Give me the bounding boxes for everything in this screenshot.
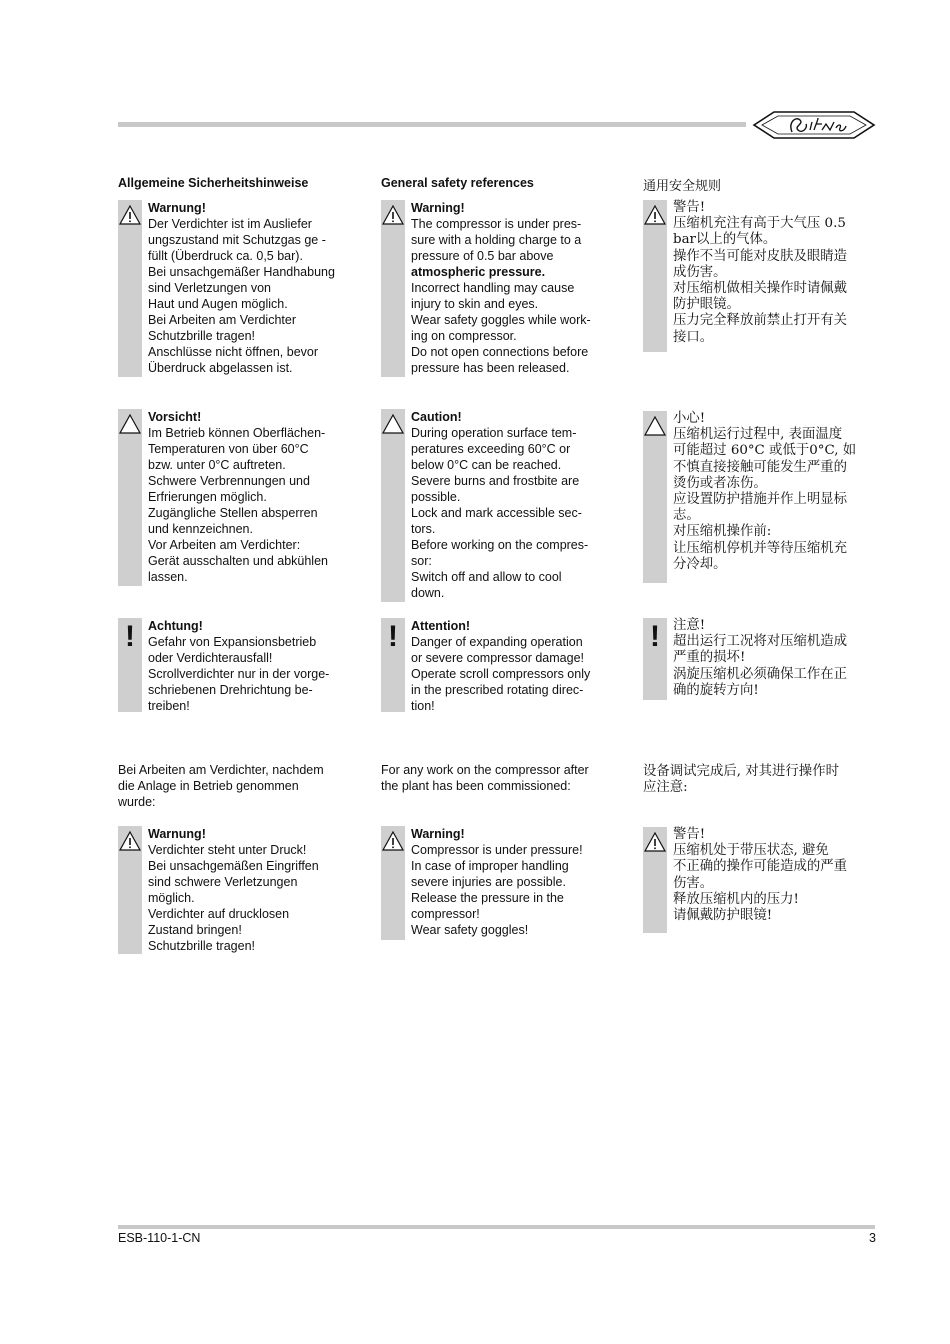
caution-triangle-icon bbox=[118, 413, 142, 435]
attention-block-cn bbox=[643, 618, 883, 700]
column-heading-de: Allgemeine Sicherheitshinweise bbox=[118, 176, 309, 190]
commissioning-note-en: For any work on the compressor after the plant has been commissioned: bbox=[381, 763, 589, 793]
hazard-bar bbox=[118, 409, 142, 586]
caution-text-cn: 小心! 压缩机运行过程中, 表面温度 可能超过 60°C 或低于0°C, 如 不慎直接接触可能发生严重的 烫伤或者冻伤。 应设置防护措施并作上明显标 志。 对压缩机操作前: 让压缩机停机并等待压缩机充 分冷却。 bbox=[673, 411, 857, 572]
footer-rule bbox=[118, 1225, 875, 1229]
caution-triangle-icon bbox=[643, 415, 667, 437]
caution-block-de bbox=[118, 409, 358, 586]
warning-triangle-icon bbox=[643, 831, 667, 853]
warning-text-2-en: Warning! Compressor is under pressure! In case of improper handling severe injuries are possible. Release the pressure in the compressor! Wear safety goggles! bbox=[411, 827, 583, 937]
exclamation-icon: ! bbox=[388, 620, 398, 653]
warning-block-2-en bbox=[381, 826, 621, 940]
caution-text-en: Caution! During operation surface tem- peratures exceeding 60°C or below 0°C can be reached. Severe burns and frostbite are possible. Lock and mark accessible sec- tors. Before working on the compres- sor: Switch off and allow to cool down. bbox=[411, 410, 589, 600]
caution-text-de: Vorsicht! Im Betrieb können Oberflächen- Temperaturen von über 60°C bzw. unter 0°C auftreten. Schwere Verbrennungen und Erfrierungen möglich. Zugängliche Stellen absperren und kennzeichnen. Vor Arbeiten am Verdichter: Gerät ausschalten und abkühlen lassen. bbox=[148, 410, 328, 584]
caution-block-cn bbox=[643, 411, 883, 583]
document-id: ESB-110-1-CN bbox=[118, 1231, 201, 1245]
warning-block-de bbox=[118, 200, 358, 377]
commissioning-note-de: Bei Arbeiten am Verdichter, nachdem die Anlage in Betrieb genommen wurde: bbox=[118, 763, 324, 809]
exclamation-icon: ! bbox=[125, 620, 135, 653]
warning-block-2-de bbox=[118, 826, 358, 954]
exclamation-icon: ! bbox=[650, 620, 660, 653]
warning-block-en bbox=[381, 200, 621, 377]
column-heading-en: General safety references bbox=[381, 176, 534, 190]
warning-triangle-icon bbox=[381, 204, 405, 226]
warning-block-2-cn bbox=[643, 827, 883, 933]
caution-block-en bbox=[381, 409, 621, 602]
hazard-bar bbox=[381, 409, 405, 602]
attention-text-en: Attention! Danger of expanding operation or severe compressor damage! Operate scroll compressors only in the prescribed rotating direc- tion! bbox=[411, 619, 591, 713]
warning-text-2-cn: 警告! 压缩机处于带压状态, 避免 不正确的操作可能造成的严重 伤害。 释放压缩机内的压力! 请佩戴防护眼镜! bbox=[673, 827, 848, 924]
warning-triangle-icon bbox=[118, 830, 142, 852]
attention-block-en bbox=[381, 618, 621, 712]
attention-text-cn: 注意! 超出运行工况将对压缩机造成 严重的损坏! 涡旋压缩机必须确保工作在正 确的旋转方向! bbox=[673, 618, 848, 698]
column-heading-cn: 通用安全规则 bbox=[643, 179, 722, 194]
caution-triangle-icon bbox=[381, 413, 405, 435]
attention-block-de bbox=[118, 618, 358, 712]
warning-triangle-icon bbox=[643, 204, 667, 226]
header-rule bbox=[118, 122, 746, 127]
warning-triangle-icon bbox=[381, 830, 405, 852]
commissioning-note-cn: 设备调试完成后, 对其进行操作时 应注意: bbox=[643, 764, 839, 795]
hazard-bar bbox=[381, 200, 405, 377]
warning-text-de: Warnung! Der Verdichter ist im Ausliefer ungszustand mit Schutzgas ge - füllt (Überdruck ca. 0,5 bar). Bei unsachgemäßer Handhabung sind Verletzungen von Haut und Augen möglich. Bei Arbeiten am Verdichter Schutzbrille tragen! Anschlüsse nicht öffnen, bevor Überdruck abgelassen ist. bbox=[148, 201, 335, 375]
warning-text-en: Warning! The compressor is under pres- sure with a holding charge to a pressure of 0.5 bar above atmospheric pressure. Incorrect handling may cause injury to skin and eyes. Wear safety goggles while work- ing on compressor. Do not open connections before pressure has been released. bbox=[411, 201, 591, 375]
page-number: 3 bbox=[869, 1231, 876, 1245]
warning-text-2-de: Warnung! Verdichter steht unter Druck! Bei unsachgemäßen Eingriffen sind schwere Verletzungen möglich. Verdichter auf drucklosen Zustand bringen! Schutzbrille tragen! bbox=[148, 827, 319, 953]
bitzer-logo bbox=[752, 106, 876, 144]
hazard-bar bbox=[118, 200, 142, 377]
warning-block-cn bbox=[643, 200, 883, 352]
attention-text-de: Achtung! Gefahr von Expansionsbetrieb oder Verdichterausfall! Scrollverdichter nur in der vorge- schriebenen Drehrichtung be- treiben! bbox=[148, 619, 330, 713]
warning-triangle-icon bbox=[118, 204, 142, 226]
warning-text-cn: 警告! 压缩机充注有高于大气压 0.5 bar以上的气体。 操作不当可能对皮肤及眼睛造 成伤害。 对压缩机做相关操作时请佩戴 防护眼镜。 压力完全释放前禁止打开有关 接口。 bbox=[673, 200, 848, 345]
